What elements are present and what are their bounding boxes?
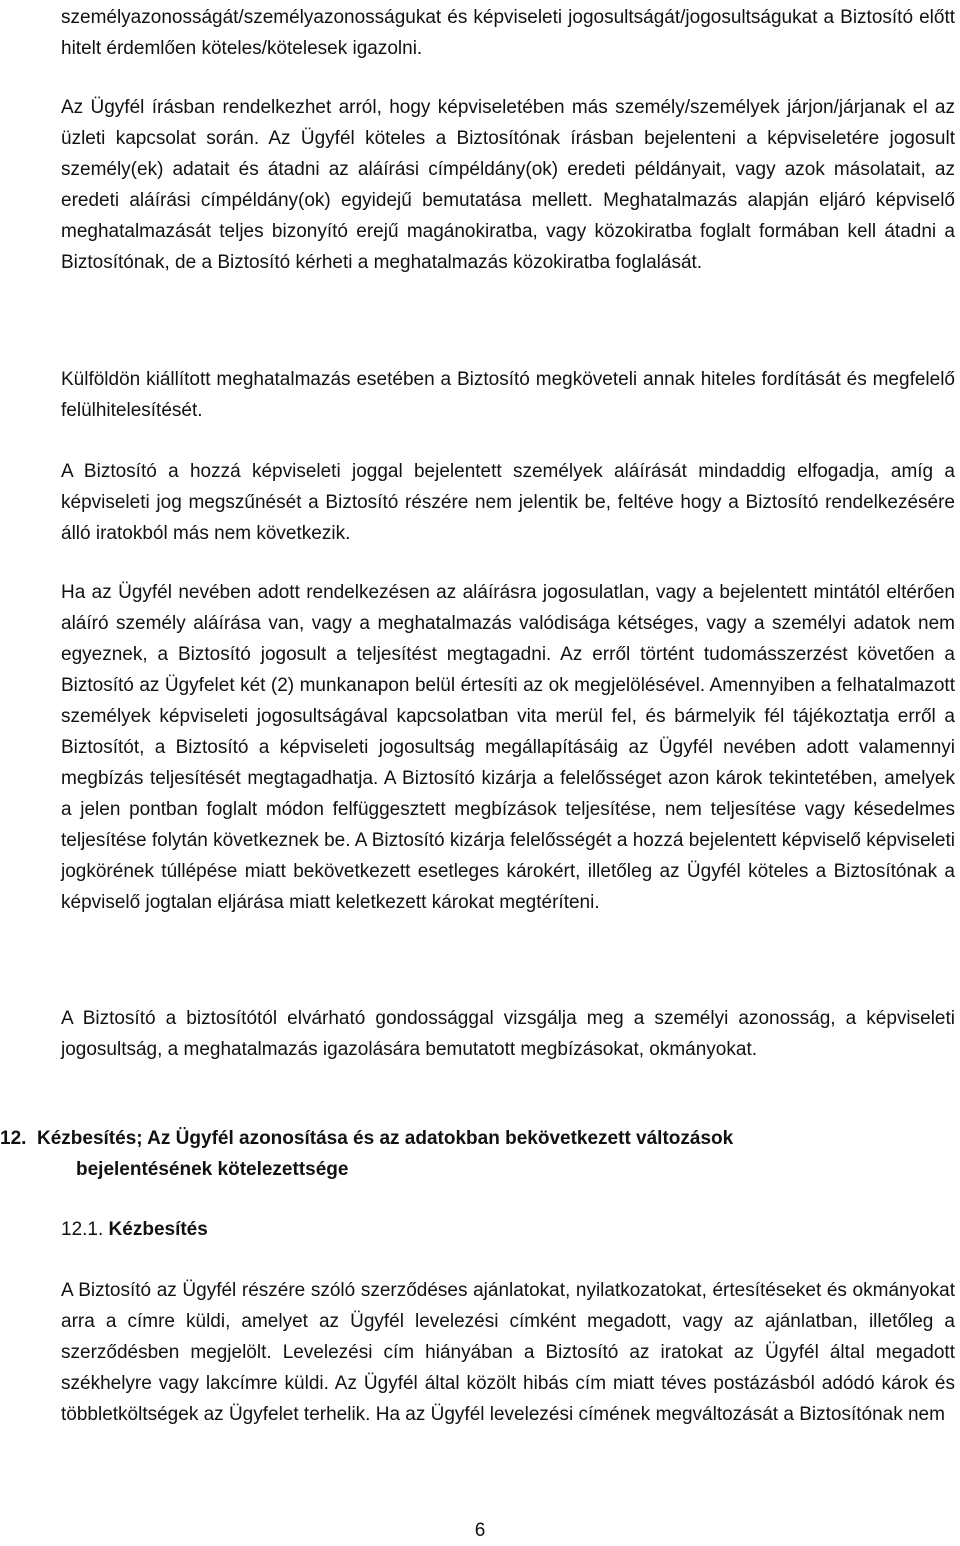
section-12-1-number: 12.1.	[61, 1219, 104, 1240]
section-12-number: 12.	[0, 1128, 27, 1149]
paragraph-identity-verification: személyazonosságát/személyazonosságukat és képviseleti jogosultságát/jogosultságukat a Biztosító előtt hitelt érdemlően köteles/kötelesek igazolni.	[61, 7, 955, 59]
paragraph-signature-acceptance: A Biztosító a hozzá képviseleti joggal bejelentett személyek aláírását mindaddig elfogadja, amíg a képviseleti jog megszűnését a Biztosító részére nem jelentik be, feltéve hogy a Biztosító rendelkezésére álló iratokból más nem következik.	[61, 461, 955, 544]
section-12-title-line2: bejelentésének kötelezettsége	[76, 1159, 349, 1180]
paragraph-representation: Az Ügyfél írásban rendelkezhet arról, hogy képviseletében más személy/személyek járjon/járjanak el az üzleti kapcsolat során. Az Ügyfél köteles a Biztosítónak írásban bejelenteni a képviseletére jogosult személy(ek) adatait és átadni az aláírási címpéldány(ok) eredeti példányait, vagy azok másolatait, az eredeti aláírási címpéldány(ok) egyidejű bemutatása mellett. Meghatalmazás alapján eljáró képviselő meghatalmazását teljes bizonyító erejű magánokiratba, vagy közokiratba foglalt formában kell átadni a Biztosítónak, de a Biztosító kérheti a meghatalmazás közokiratba foglalását.	[61, 97, 955, 273]
paragraph-delivery: A Biztosító az Ügyfél részére szóló szerződéses ajánlatokat, nyilatkozatokat, értesítéseket és okmányokat arra a címre küldi, amelyet az Ügyfél levelezési címként megadott, vagy az ajánlatban, illetőleg a szerződésben megjelölt. Levelezési cím hiányában a Biztosító az iratokat az Ügyfél által megadott székhelyre vagy lakcímre küldi. Az Ügyfél által közölt hibás cím miatt téves postázásból adódó károk és többletköltségek az Ügyfelet terhelik. Ha az Ügyfél levelezési címének megváltozását a Biztosítónak nem	[61, 1280, 955, 1425]
section-12-1-heading	[61, 1214, 208, 1245]
paragraph-refusal-liability: Ha az Ügyfél nevében adott rendelkezésen az aláírásra jogosulatlan, vagy a bejelentett mintától eltérően aláíró személy aláírása van, vagy a meghatalmazás valódisága kétséges, vagy a személyi adatok nem egyeznek, a Biztosító jogosult a teljesítést megtagadni. Az erről történt tudomásszerzést követően a Biztosító az Ügyfelet két (2) munkanapon belül értesíti az ok megjelölésével. Amennyiben a felhatalmazott személyek képviseleti jogosultságával kapcsolatban vita merül fel, és bármelyik fél tájékoztatja erről a Biztosítót, a Biztosító a képviseleti jogosultság megállapításáig az Ügyfél nevében adott valamennyi megbízás teljesítését megtagadhatja. A Biztosító kizárja a felelősséget azon károk tekintetében, amelyek a jelen pontban foglalt módon felfüggesztett megbízások teljesítése, nem teljesítése vagy késedelmes teljesítése folytán következnek be. A Biztosító kizárja felelősségét a hozzá bejelentett képviselő képviseleti jogkörének túllépése miatt bekövetkezett esetleges károkért, illetőleg az Ügyfél köteles a Biztosítónak a képviselő jogtalan eljárása miatt keletkezett károkat megtéríteni.	[61, 582, 955, 913]
section-12-heading	[0, 1123, 955, 1185]
paragraph-due-diligence: A Biztosító a biztosítótól elvárható gondossággal vizsgálja meg a személyi azonosság, a képviseleti jogosultság, a meghatalmazás igazolására bemutatott megbízásokat, okmányokat.	[61, 1008, 955, 1060]
paragraph-foreign-authorization: Külföldön kiállított meghatalmazás esetében a Biztosító megköveteli annak hiteles fordítását és megfelelő felülhitelesítését.	[61, 369, 955, 421]
section-12-1-title: Kézbesítés	[108, 1219, 208, 1240]
page-number: 6	[474, 1520, 486, 1541]
section-12-title-line1: Kézbesítés; Az Ügyfél azonosítása és az adatokban bekövetkezett változások	[37, 1128, 734, 1149]
